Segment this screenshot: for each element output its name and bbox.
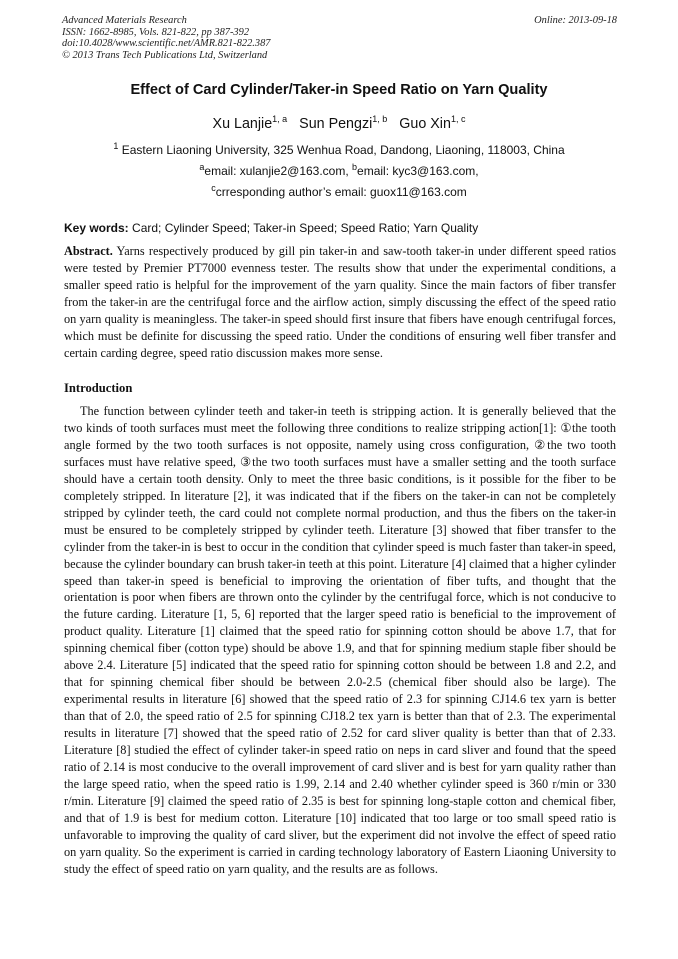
abstract [64, 243, 616, 362]
email-a: email: xulanjie2@163.com, [204, 164, 353, 178]
online-date: Online: 2013-09-18 [534, 15, 617, 26]
issn-line: ISSN: 1662-8985, Vols. 821-822, pp 387-392 [62, 26, 250, 38]
journal-name: Advanced Materials Research [62, 15, 187, 26]
author-1 [213, 116, 288, 132]
email-c-superscript: c [211, 183, 216, 193]
email-a-superscript: a [199, 162, 205, 172]
author-name: Sun Pengzi [299, 116, 373, 132]
email-c: crresponding author’s email: guox11@163.com [215, 185, 467, 199]
affiliation [40, 143, 638, 157]
email-b-superscript: b [352, 162, 358, 172]
publication-header [62, 15, 617, 61]
author-name: Guo Xin [399, 116, 451, 132]
corresponding-email [40, 185, 638, 199]
author-superscript: 1, c [450, 114, 466, 125]
keywords [64, 221, 616, 235]
introduction-paragraph: The function between cylinder teeth and taker-in teeth is stripping action. It is generally believed that the two kinds of tooth surfaces must meet the following three conditions to realize stripping action[1]: ①the tooth angle formed by the two tooth surfaces is not opposite, namely using cross configuration, ②the two tooth surfaces must have relative speed, ③the two tooth surfaces must have a smaller setting and the tooth surface should have a certain tooth density. Only to meet the three basic conditions, is it possible for the fiber to be completely stripped. In literature [2], it was indicated that if the fibers on the taker-in can not be completely stripped by cylinder teeth, the card could not complete normal production, and thus the fibers on the taker-in must be ensured to be completely stripped by cylinder teeth. Literature [3] showed that fiber transfer to the cylinder from the taker-in is best to occur in the condition that cylinder speed is much faster than taker-in speed, because the cylinder boundary can brush taker-in teeth at this point. Literature [4] claimed that a higher cylinder speed than taker-in speed is beneficial to improving the orientation of fiber tufts, and thought that the orientation is poor when fibers are thrown onto the cylinder by the centrifugal force, which is not conducive to the future carding. Literature [1, 5, 6] reported that the larger speed ratio is beneficial to the improvement of product quality. Literature [1] claimed that the speed ratio for spinning cotton should be above 1.7, that for spinning chemical fiber (cotton type) should be above 1.9, and that for spinning medium staple fiber should be above 2.4. Literature [5] indicated that the speed ratio for spinning cotton should be between 1.8 and 2.2, and that for spinning chemical fiber should be between 2.0-2.5 (chemical fiber should also be large). The experimental results in literature [6] showed that the speed ratio of 2.3 for spinning CJ14.6 tex yarn is better than that of 2.0, the speed ratio of 2.5 for spinning CJ18.2 tex yarn is better than that of 2.3. The experimental results in literature [7] showed that the speed ratio of 2.52 for card sliver quality is better than that of 2.33. Literature [8] studied the effect of cylinder taker-in speed ratio on neps in card sliver and found that the speed ratio of 2.14 is most conducive to the overall improvement of card sliver and is best for yarn quality rather than the large speed ratio, when the speed ratio is 1.99, 2.14 and 2.40 whether cylinder speed is 360 r/min or 330 r/min. Literature [9] claimed the speed ratio of 2.35 is best for spinning long-staple cotton and chemical fiber, and that of 1.9 is best for medium cotton. Literature [10] indicated that too large or too small speed ratio is unfavorable to improving the quality of card sliver, but the experiment did not involve the effect of speed ratio on yarn quality. So the experiment is carried in carding technology laboratory of Eastern Liaoning University to study the effect of speed ratio on yarn quality, and the results are as follows. [64, 404, 616, 876]
copyright-line: © 2013 Trans Tech Publications Ltd, Switzerland [62, 49, 268, 61]
email-b: email: kyc3@163.com, [357, 164, 479, 178]
abstract-text: Yarns respectively produced by gill pin taker-in and saw-tooth taker-in under different speed ratios were tested by Premier PT7000 evenness tester. The results show that under the experimental conditions, a smaller speed ratio is helpful for the improvement of the yarn quality. Since the main factors of fiber transfer from the taker-in are the centrifugal force and the airflow action, simply discussing the effect of the speed ratio on yarn quality is meaningless. The taker-in speed should first insure that fibers have enough centrifugal forces, which must be definite for discussing the speed ratio. Under the conditions of ensuring well fiber transfer and certain carding degree, speed ratio discussion makes more sense. [64, 244, 616, 360]
author-emails [40, 164, 638, 178]
section-heading-introduction: Introduction [64, 381, 133, 395]
keywords-text: Card; Cylinder Speed; Taker-in Speed; Speed Ratio; Yarn Quality [128, 221, 479, 235]
affiliation-text: Eastern Liaoning University, 325 Wenhua Road, Dandong, Liaoning, 118003, China [121, 143, 565, 157]
doi-line: doi:10.4028/www.scientific.net/AMR.821-822.387 [62, 38, 271, 50]
author-list [40, 116, 638, 132]
paper-title: Effect of Card Cylinder/Taker-in Speed Ratio on Yarn Quality [130, 82, 548, 98]
keywords-label: Key words: [64, 221, 129, 235]
abstract-label: Abstract. [64, 244, 113, 258]
author-superscript: 1, a [272, 114, 288, 125]
author-2 [299, 116, 387, 132]
author-3 [399, 116, 465, 132]
author-name: Xu Lanjie [212, 116, 273, 132]
author-superscript: 1, b [372, 114, 388, 125]
affiliation-superscript: 1 [113, 141, 119, 151]
